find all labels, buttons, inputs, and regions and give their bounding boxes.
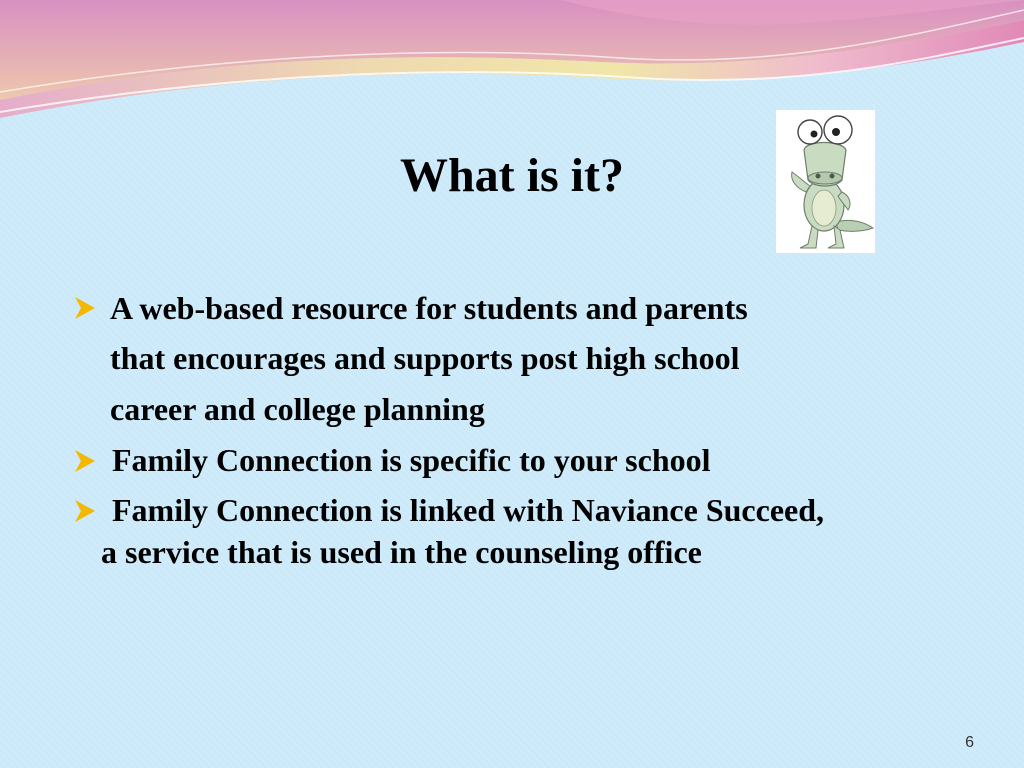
bullet-arrow-icon	[72, 295, 98, 321]
bullet-1-line-3: career and college planning	[110, 391, 485, 427]
bullet-1-line-1: A web-based resource for students and parents	[110, 290, 748, 326]
slide-title: What is it?	[399, 149, 624, 202]
bullet-3-line-1: Family Connection is linked with Naviance Succeed,	[112, 492, 825, 528]
slide-page-number: 6	[965, 734, 974, 751]
bullet-2-line-1: Family Connection is specific to your school	[112, 442, 711, 478]
bullet-1-line-2: that encourages and supports post high school	[110, 340, 740, 376]
bullet-arrow-icon	[72, 448, 98, 474]
bullet-3-line-2: a service that is used in the counseling office	[101, 534, 702, 570]
bullet-arrow-icon	[72, 498, 98, 524]
